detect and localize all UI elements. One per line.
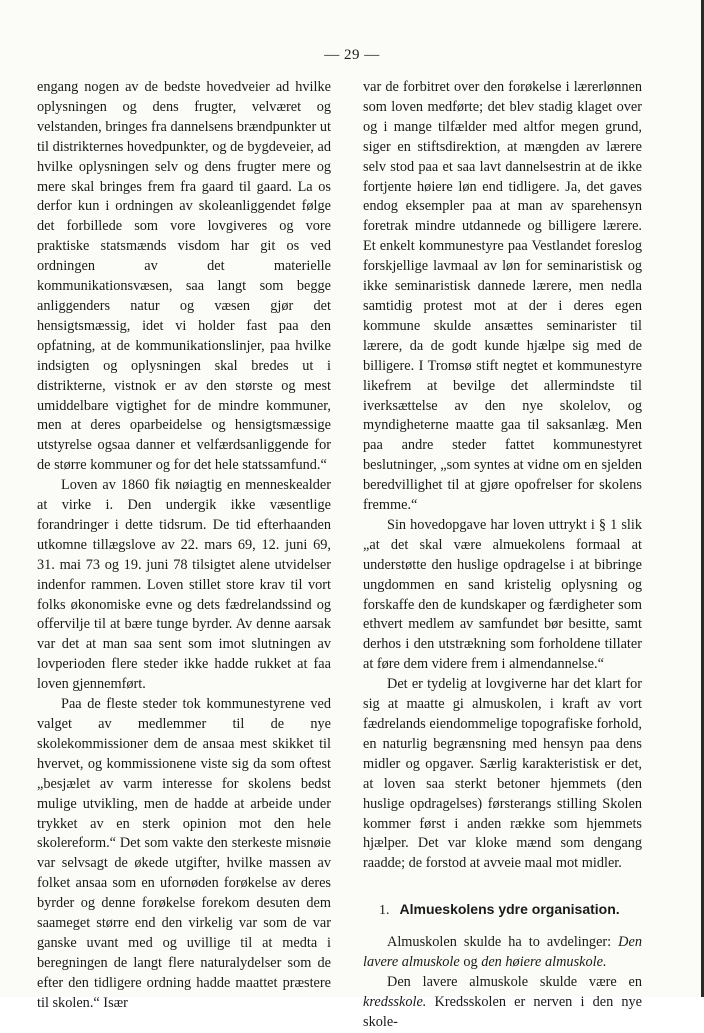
paragraph [363,973,642,1033]
paragraph [363,933,642,973]
left-column [37,78,331,1014]
paragraph: engang nogen av de bedste hovedveier ad hvilke oplysningen og dens frugter, velværet og velstanden, bringes fra dannelsens brændpunkter ut til distrikternes hovedpunkter, og de bygdeveier, ad hvilke oplysningen selv og dens frugter mere og mere skal bringes frem fra gaard til gaard. La os derfor kun i ordningen av skoleanliggendet følge det forbillede som vore lovgiveres og vore praktiske statsmænds visdom har git os ved ordningen av det materielle kommunikationsvæsen, saa langt som begge anliggenders natur og væsen gjør det hensigtsmæssig, idet vi holder fast paa den opfatning, at de kommunikationslinjer, paa hvilke indsigten og oplysningen skal bredes ut i distrikterne, vistnok er av den største og mest umiddelbare vigtighet for de mindre kommuner, men at deres oparbeidelse og hensigtsmæssige utstyrelse ogsaa danner et velfærdsanliggende for de større kommuner og for det hele statssamfund.“ [37,79,331,474]
text-run: Kredsskolen er nerven i den nye skole- [363,993,643,1030]
text-run: og [463,954,478,971]
italic-term: kredsskole. [363,993,427,1010]
paragraph: Sin hovedopgave har loven uttrykt i § 1 slik „at det skal være almuekolens formaal at understøtte den huslige opdragelse i at bibringe ungdommen en sand kristelig oplysning og forskaffe den de kundskaper og færdigheter som ethvert medlem av samfundet bør besitte, samt derhos i den utstrækning som forholdene tillater at føre dem videre frem i almendannelse.“ [363,516,642,673]
paragraph: Det er tydelig at lovgiverne har det klart for sig at maatte gi almuskolen, i kraft av vort fædrelands eiendommelige topografiske forhold, en naturlig begrænsning med hensyn paa dens midler og opgaver. Særlig karakteristisk er det, at loven saa sterkt betoner hjemmets (den huslige opdragelses) førsterangs stilling Skolen kommer først i anden række som hjemmets hjælper. Det var kloke mænd som dengang raadde; de forstod at avveie maal mot midler. [363,676,642,872]
paragraph: Paa de fleste steder tok kommunestyrene ved valget av medlemmer til de nye skolekommissioner dem de ansaa mest skikket til hvervet, og kommissionene viste sig da som oftest „besjælet av varm interesse for skolens bedst mulige utvikling, men de hadde at arbeide under trykket av en sterk opinion mot den hele skolereform.“ Det som vakte den sterkeste misnøie var selvsagt de økede utgifter, hvilke massen av folket ansaa som en ufornøden forøkelse av deres byrder og denne forøkelse forekom desuten dem saameget større end den virkelig var som de var ganske uvant med og uvillige til at medta i beregningen de langt flere naturalydelser som de efter den tidligere ordning hadde maattet præstere til skolen.“ Især [37,696,331,1011]
paragraph: Loven av 1860 fik nøiagtig en menneskealder at virke i. Den undergik ikke væsentlige forandringer i dette tidsrum. De tid efterhaanden utkomne tillægslove av 22. mars 69, 12. juni 69, 31. mai 73 og 19. juni 78 tilsigtet alene utvidelser indenfor rammen. Loven stillet store krav til vort folks økonomiske evne og dets fædrelandssind og offervilje til at bære tunge byrder. Av denne aarsak var det at man saa sent som imot slutningen av lovperioden flere steder ikke hadde rukket at faa loven gjennemført. [37,477,331,693]
text-run: Almuskolen skulde ha to avdelinger: [387,934,612,951]
italic-term: den høiere almuskole. [481,954,607,971]
page-number: — 29 — [324,47,380,63]
paragraph: var de forbitret over den forøkelse i lærerlønnen som loven medførte; det blev stadig klaget over og i mange tilfælder med altfor megen grund, siger en stiftsdirektion, at mængden av lærere selv stod paa et saa lavt dannelsestrin at de ikke fortjente høiere løn end tidligere. Ja, det gaves endog eksempler paa at man av sparehensyn foretrak mindre utdannede og billigere lærere. Et enkelt kommunestyre paa Vestlandet foreslog forskjellige lavmaal av løn for seminaristisk og ikke seminaristisk dannede lærere, men nedla samtidig protest mot at der i deres egen kommune skulde ansættes seminarister til lærere, da de godt kunde hjælpe sig med de billigere. I Tromsø stift negtet et kommunestyre likefrem at bevilge det allermindste til iverksættelse av den nye skolelov, og myndigheterne maatte gaa til saksanlæg. Men paa andre steder fattet kommunestyret beslutninger, „som syntes at vidne om en sjelden beredvillighet til at gjøre opofrelser for skolens fremme.“ [363,79,642,514]
section-title: Almueskolens ydre organisation. [399,901,620,918]
section-number: 1. [379,903,390,919]
section-heading [363,900,642,921]
text-run: Den lavere almuskole skulde være en [387,973,642,990]
right-column [363,78,642,1033]
italic-term: Den lavere almuskole [363,934,642,971]
